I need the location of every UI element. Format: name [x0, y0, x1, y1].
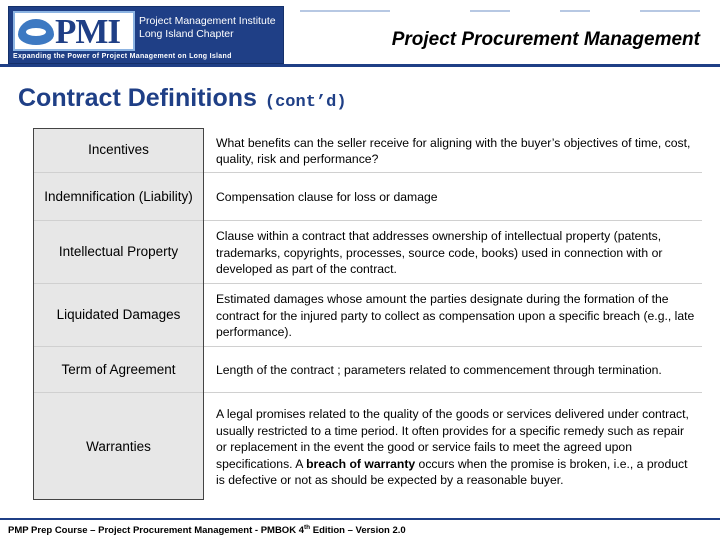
slide-title-text: Contract Definitions	[18, 84, 257, 112]
pmi-logo-letters: PMI	[55, 12, 121, 51]
long-island-icon	[18, 19, 54, 45]
table-row	[33, 392, 702, 500]
footer-text-part: PMP Prep Course – Project Procurement Management - PMBOK 4	[8, 525, 304, 537]
term-cell: Intellectual Property	[33, 221, 204, 283]
term-cell: Indemnification (Liability)	[33, 173, 204, 220]
term-cell: Liquidated Damages	[33, 284, 204, 346]
footer-text-part: Edition – Version 2.0	[310, 525, 406, 537]
definitions-table	[33, 128, 702, 500]
pmi-chapter-logo	[8, 6, 284, 64]
table-row	[33, 128, 702, 172]
definition-cell	[204, 347, 702, 392]
slide-title-suffix: (cont’d)	[264, 93, 347, 112]
definition-bold-term: breach of warranty	[306, 456, 416, 471]
header-decoration	[640, 10, 700, 12]
logo-tagline: Expanding the Power of Project Management on Long Island	[13, 53, 232, 60]
footer-divider	[0, 518, 720, 520]
slide-title	[18, 84, 347, 113]
definition-text: Clause within a contract that addresses ownership of intellectual property (patents, trademarks, copyrights, processes, source code, books) used in connection with or developed as part of the contract.	[216, 229, 663, 277]
definition-cell	[204, 284, 702, 346]
footer-superscript: th	[303, 524, 311, 531]
table-row	[33, 346, 702, 392]
logo-line-2: Long Island Chapter	[139, 28, 234, 40]
footer-text	[8, 524, 406, 536]
table-row	[33, 172, 702, 220]
table-row	[33, 220, 702, 283]
definition-cell	[204, 221, 702, 283]
logo-organization-name	[139, 15, 276, 41]
header-decoration	[470, 10, 510, 12]
header-title: Project Procurement Management	[391, 29, 700, 50]
definition-text: What benefits can the seller receive for aligning with the buyer’s objectives of time, cost, quality, risk and performance?	[216, 135, 691, 166]
definition-text: Compensation clause for loss or damage	[216, 190, 438, 205]
definition-text: Length of the contract ; parameters related to commencement through termination.	[216, 363, 662, 378]
logo-line-1: Project Management Institute	[139, 15, 276, 27]
definition-cell	[204, 128, 702, 172]
header-divider	[0, 64, 720, 67]
definition-text	[216, 406, 696, 489]
pmi-logo-mark	[13, 11, 135, 51]
header-decoration	[560, 10, 590, 12]
term-cell: Warranties	[33, 393, 204, 500]
definition-text: Estimated damages whose amount the parties designate during the formation of the contract for the injured party to collect as compensation upon a specific breach (e.g., late performance).	[216, 292, 695, 340]
slide-header	[0, 0, 720, 68]
term-cell: Incentives	[33, 128, 204, 172]
header-decoration	[300, 10, 390, 12]
definition-text-part: occurs when the promise is broken, i.e., a product is defective or not as should be expected by a reasonable buyer.	[216, 456, 688, 488]
table-row	[33, 283, 702, 346]
definition-text-part: A legal promises related to the quality of the goods or services delivered under contract, usually restricted to a time period. It often provides for a specific remedy such as repair or replacement in the event the good or service fails to meet the agreed upon specifications. A	[216, 407, 689, 471]
definition-cell	[204, 173, 702, 220]
definition-cell	[204, 393, 702, 500]
term-cell: Term of Agreement	[33, 347, 204, 392]
